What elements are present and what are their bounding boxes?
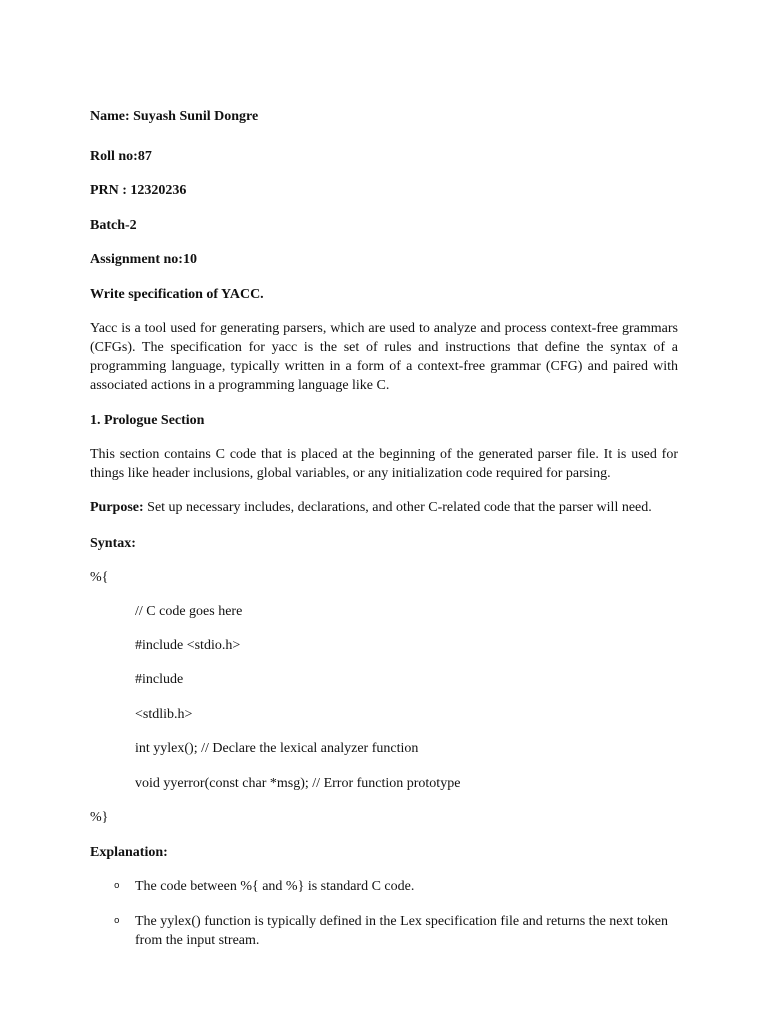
purpose-text: Set up necessary includes, declarations, and other C-related code that the parser will need. xyxy=(143,500,652,515)
code-line: #include xyxy=(135,672,184,687)
code-line: void yyerror(const char *msg); // Error function prototype xyxy=(135,776,461,791)
prn-line: PRN : 12320236 xyxy=(90,183,187,198)
section-heading: 1. Prologue Section xyxy=(90,413,205,428)
list-item: The yylex() function is typically defined in the Lex specification file and returns the next token from the input stream. xyxy=(135,914,668,948)
explanation-label: Explanation: xyxy=(90,845,168,860)
code-close: %} xyxy=(90,810,109,825)
code-line: int yylex(); // Declare the lexical analyzer function xyxy=(135,741,419,756)
code-line: <stdlib.h> xyxy=(135,707,193,722)
batch-line: Batch-2 xyxy=(90,218,137,233)
section-body: This section contains C code that is placed at the beginning of the generated parser file. It is used for things like header inclusions, global variables, or any initialization code required for parsing. xyxy=(90,447,678,481)
assignment-line: Assignment no:10 xyxy=(90,252,197,267)
bullet-marker: o xyxy=(114,881,120,891)
code-line: // C code goes here xyxy=(135,604,243,619)
purpose-paragraph xyxy=(90,498,678,517)
intro-paragraph: Yacc is a tool used for generating parsers, which are used to analyze and process context-free grammars (CFGs). The specification for yacc is the set of rules and instructions that define the syntax of a programming language, typically written in a form of a context-free grammar (CFG) and paired with associated actions in a programming language like C. xyxy=(90,321,678,393)
bullet-marker: o xyxy=(114,916,120,926)
list-item: The code between %{ and %} is standard C code. xyxy=(135,879,415,894)
name-line: Name: Suyash Sunil Dongre xyxy=(90,109,259,124)
code-open: %{ xyxy=(90,570,109,585)
purpose-label: Purpose: xyxy=(90,500,144,515)
syntax-label: Syntax: xyxy=(90,536,136,551)
page-title: Write specification of YACC. xyxy=(90,287,264,302)
roll-line: Roll no:87 xyxy=(90,149,152,164)
code-line: #include <stdio.h> xyxy=(135,638,241,653)
